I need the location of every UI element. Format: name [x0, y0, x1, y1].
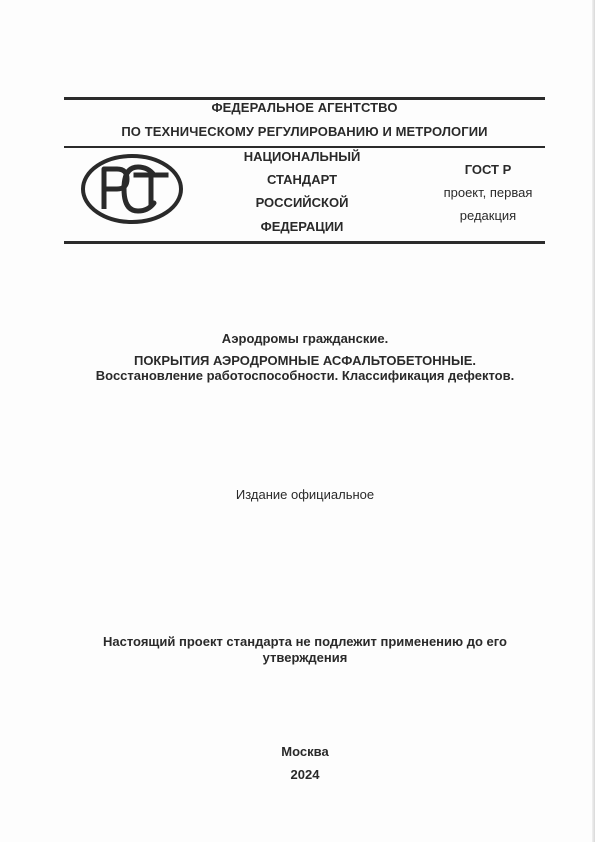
rst-certification-mark-icon — [80, 153, 184, 225]
national-standard-line-2: СТАНДАРТ — [266, 172, 338, 187]
agency-name-line-1: ФЕДЕРАЛЬНОЕ АГЕНТСТВО — [211, 100, 398, 115]
draft-notice-line-2: утверждения — [262, 650, 348, 665]
agency-name-line-2: ПО ТЕХНИЧЕСКОМУ РЕГУЛИРОВАНИЮ И МЕТРОЛОГИИ — [121, 124, 488, 139]
draft-status-line-1: проект, первая — [443, 185, 533, 200]
document-title-line-1: Аэродромы гражданские. — [221, 331, 389, 346]
draft-status-line-2: редакция — [459, 208, 517, 223]
national-standard-line-3: РОССИЙСКОЙ — [255, 195, 349, 210]
national-standard-line-1: НАЦИОНАЛЬНЫЙ — [243, 149, 361, 164]
standard-designation: ГОСТ Р — [464, 162, 512, 177]
official-edition-label: Издание официальное — [235, 487, 375, 502]
national-standard-line-4: ФЕДЕРАЦИИ — [260, 219, 344, 234]
draft-notice-line-1: Настоящий проект стандарта не подлежит применению до его — [103, 634, 507, 649]
publication-city: Москва — [281, 744, 329, 759]
header-bottom-rule — [64, 241, 545, 244]
header-middle-rule — [64, 146, 545, 148]
document-title-line-2: ПОКРЫТИЯ АЭРОДРОМНЫЕ АСФАЛЬТОБЕТОННЫЕ. — [133, 353, 477, 368]
publication-year: 2024 — [290, 767, 320, 782]
document-title-line-3: Восстановление работоспособности. Классификация дефектов. — [95, 368, 515, 383]
